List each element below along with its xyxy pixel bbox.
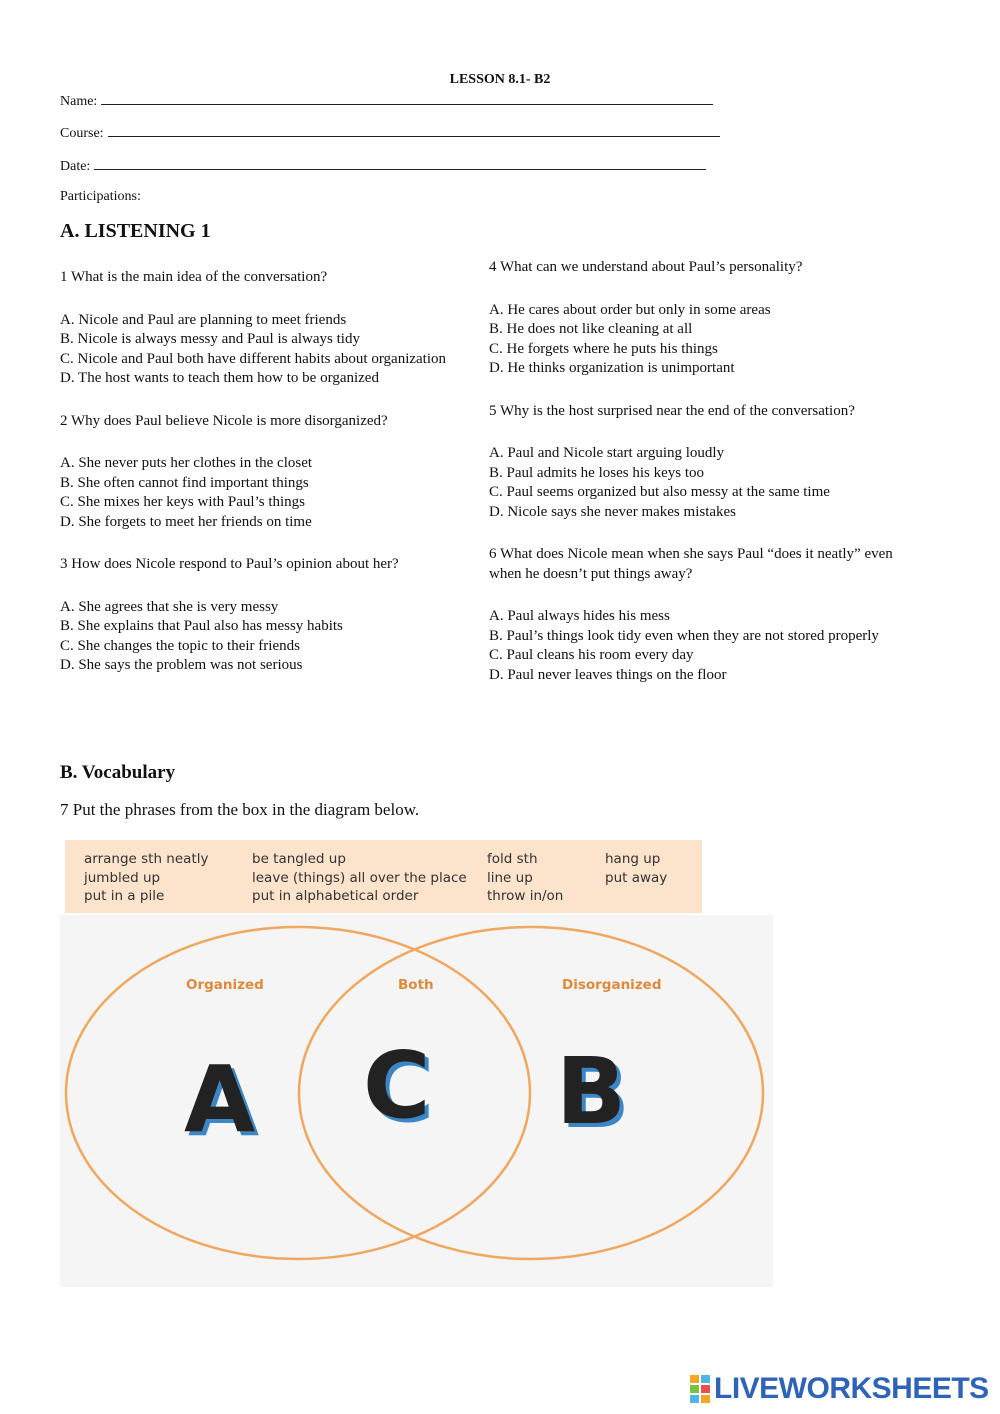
- option: B. She explains that Paul also has messy habits: [60, 618, 343, 634]
- option: D. Nicole says she never makes mistakes: [489, 503, 737, 520]
- question-stem: 2 Why does Paul believe Nicole is more disorganized?: [60, 412, 388, 429]
- phrase: throw in/on: [487, 888, 564, 904]
- option: C. Paul seems organized but also messy at the same time: [489, 484, 830, 500]
- option: A. Nicole and Paul are planning to meet friends: [60, 311, 347, 328]
- vocabulary-instruction: 7 Put the phrases from the box in the diagram below.: [60, 800, 420, 819]
- option: A. Paul always hides his mess: [489, 608, 670, 624]
- phrase: fold sth: [487, 851, 538, 867]
- option: A. Paul and Nicole start arguing loudly: [489, 445, 725, 461]
- option: D. She says the problem was not serious: [60, 657, 303, 673]
- phrase: put in a pile: [84, 888, 165, 904]
- phrase: be tangled up: [252, 851, 346, 867]
- phrase: jumbled up: [84, 870, 161, 886]
- logo-text: LIVEWORKSHEETS: [714, 1372, 989, 1405]
- option: A. He cares about order but only in some areas: [489, 301, 771, 318]
- page-title: LESSON 8.1- B2: [449, 72, 551, 87]
- question-stem: 5 Why is the host surprised near the end of the conversation?: [489, 402, 855, 419]
- option: B. Nicole is always messy and Paul is always tidy: [60, 331, 360, 347]
- phrase: put in alphabetical order: [252, 888, 419, 904]
- option: A. She never puts her clothes in the closet: [60, 455, 313, 471]
- question-stem: 1 What is the main idea of the conversation?: [60, 269, 328, 285]
- option: C. He forgets where he puts his things: [489, 340, 718, 357]
- venn-label-organized: Organized: [186, 977, 264, 993]
- option: D. He thinks organization is unimportant: [489, 360, 735, 376]
- option: C. She mixes her keys with Paul’s things: [60, 494, 305, 510]
- phrase: put away: [605, 870, 668, 886]
- option: B. She often cannot find important things: [60, 474, 309, 491]
- question-stem: 6 What does Nicole mean when she says Paul “does it neatly” even when he doesn’t put things away?: [489, 546, 893, 582]
- option: C. She changes the topic to their friends: [60, 637, 300, 654]
- venn-label-disorganized: Disorganized: [562, 977, 662, 993]
- option: D. She forgets to meet her friends on time: [60, 513, 312, 530]
- section-a-heading: A. LISTENING 1: [60, 220, 211, 242]
- option: C. Paul cleans his room every day: [489, 647, 694, 663]
- question-stem: 3 How does Nicole respond to Paul’s opinion about her?: [60, 556, 399, 572]
- phrase: hang up: [605, 851, 661, 867]
- logo-blocks-icon: [690, 1375, 710, 1403]
- question-stem: 4 What can we understand about Paul’s personality?: [489, 259, 803, 275]
- course-label: Course:: [60, 126, 104, 141]
- venn-letter-c[interactable]: C: [363, 1032, 431, 1139]
- option: D. The host wants to teach them how to be organized: [60, 370, 379, 386]
- name-label: Name:: [60, 94, 98, 109]
- option: B. He does not like cleaning at all: [489, 321, 693, 337]
- option: B. Paul admits he loses his keys too: [489, 464, 704, 481]
- phrase: line up: [487, 870, 533, 886]
- venn-letter-b[interactable]: B: [556, 1038, 627, 1145]
- phrase: leave (things) all over the place: [252, 870, 467, 886]
- venn-letter-a[interactable]: A: [184, 1046, 256, 1153]
- participations-label: Participations:: [60, 189, 141, 204]
- section-b-heading: B. Vocabulary: [60, 762, 176, 783]
- liveworksheets-logo[interactable]: [690, 1372, 989, 1406]
- phrase: arrange sth neatly: [84, 851, 209, 867]
- option: C. Nicole and Paul both have different habits about organization: [60, 350, 447, 367]
- option: A. She agrees that she is very messy: [60, 598, 279, 615]
- venn-label-both: Both: [398, 977, 434, 993]
- date-label: Date:: [60, 159, 91, 174]
- option: B. Paul’s things look tidy even when they are not stored properly: [489, 627, 879, 644]
- option: D. Paul never leaves things on the floor: [489, 666, 727, 683]
